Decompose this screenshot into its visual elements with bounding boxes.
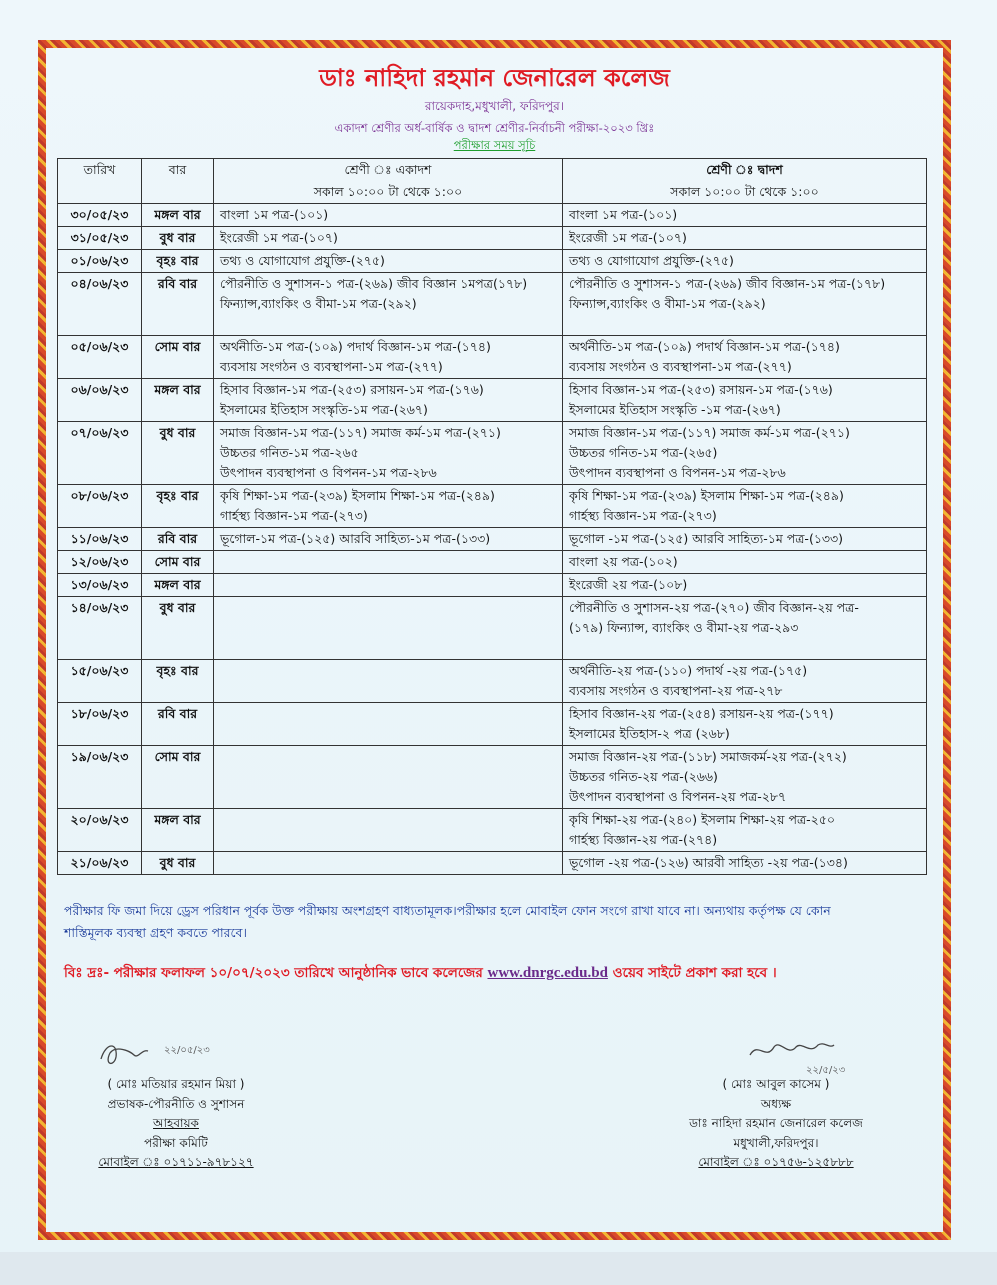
subject-line: সমাজ বিজ্ঞান-২য় পত্র-(১১৮) সমাজকর্ম-২য় পত্র-(২৭২): [569, 749, 847, 764]
subject-line: বাংলা ২য় পত্র-(১০২): [569, 554, 678, 569]
table-row: [58, 551, 927, 574]
row-date: ৩০/০৫/২৩: [58, 204, 142, 227]
subject-line: বাংলা ১ম পত্র-(১০১): [569, 207, 678, 222]
row-day: মঙ্গল বার: [142, 574, 214, 597]
subject-line: ইংরেজী ১ম পত্র-(১০৭): [569, 230, 687, 245]
row-class12-subjects: [563, 809, 927, 852]
subject-line: [220, 747, 556, 767]
row-class12-subjects: [563, 551, 927, 574]
row-date: ২০/০৬/২৩: [58, 809, 142, 852]
row-class11-subjects: [214, 660, 563, 703]
subject-line: [220, 767, 556, 787]
subject-line: অর্থনীতি-১ম পত্র-(১০৯) পদার্থ বিজ্ঞান-১ম পত্র-(১৭৪): [569, 339, 840, 354]
subject-line: সমাজ বিজ্ঞান-১ম পত্র-(১১৭) সমাজ কর্ম-১ম পত্র-(২৭১): [569, 425, 850, 440]
row-class11-subjects: [214, 574, 563, 597]
right-signatory-name: ( মোঃ আবুল কাসেম ): [722, 1077, 830, 1091]
row-date: ০৫/০৬/২৩: [58, 336, 142, 379]
row-class12-subjects: [563, 336, 927, 379]
result-suffix: ওয়েব সাইটে প্রকাশ করা হবে ।: [607, 965, 777, 981]
result-notice: [64, 962, 934, 985]
exam-notice: [64, 900, 924, 944]
row-class12-subjects: [563, 204, 927, 227]
subject-line: [220, 724, 556, 744]
row-class11-subjects: [214, 485, 563, 528]
notice-line-2: শাস্তিমূলক ব্যবস্থা গ্রহণ কবতে পারবে।: [64, 925, 247, 940]
row-day: বুধ বার: [142, 227, 214, 250]
row-day: রবি বার: [142, 528, 214, 551]
exam-title: একাদশ শ্রেণীর অর্ধ-বার্ষিক ও দ্বাদশ শ্রেণীর-নির্বাচনী পরীক্ষা-২০২৩ খ্রিঃ: [334, 121, 655, 135]
left-signatory-name: ( মোঃ মতিয়ার রহমান মিয়া ): [107, 1077, 245, 1091]
row-date: ১৮/০৬/২৩: [58, 703, 142, 746]
row-date: ০৬/০৬/২৩: [58, 379, 142, 422]
row-date: ০১/০৬/২৩: [58, 250, 142, 273]
college-name: ডাঃ নাহিদা রহমান জেনারেল কলেজ: [319, 64, 670, 92]
row-class11-subjects: [214, 551, 563, 574]
right-signatory-designation: অধ্যক্ষ: [760, 1096, 792, 1111]
table-row: [58, 204, 927, 227]
row-class12-subjects: [563, 597, 927, 660]
subject-line: [220, 314, 556, 334]
table-row: [58, 227, 927, 250]
row-date: ০৮/০৬/২৩: [58, 485, 142, 528]
subject-line: সমাজ বিজ্ঞান-১ম পত্র-(১১৭) সমাজ কর্ম-১ম পত্র-(২৭১): [220, 425, 501, 440]
row-day: সোম বার: [142, 746, 214, 809]
row-day: বৃহঃ বার: [142, 660, 214, 703]
right-signature-date: ২২/৫/২৩: [806, 1065, 846, 1076]
subject-line: [220, 638, 556, 658]
table-row: [58, 485, 927, 528]
row-class12-subjects: [563, 852, 927, 875]
subject-line: উচ্চতর গনিত-১ম পত্র-(২৬৫): [569, 445, 718, 460]
row-class11-subjects: [214, 273, 563, 336]
row-day: বৃহঃ বার: [142, 485, 214, 528]
left-signature-date: ২২/০৫/২৩: [164, 1045, 210, 1056]
subject-line: উৎপাদন ব্যবস্থাপনা ও বিপনন-১ম পত্র-২৮৬: [569, 465, 786, 480]
right-signatory-location: মধুখালী,ফরিদপুর।: [733, 1135, 819, 1150]
subject-line: কৃষি শিক্ষা-১ম পত্র-(২৩৯) ইসলাম শিক্ষা-১ম পত্র-(২৪৯): [569, 488, 844, 503]
row-class12-subjects: [563, 660, 927, 703]
subject-line: উৎপাদন ব্যবস্থাপনা ও বিপনন-২য় পত্র-২৮৭: [569, 789, 787, 804]
row-day: রবি বার: [142, 703, 214, 746]
subject-line: ফিন্যান্স,ব্যাংকিং ও বীমা-১ম পত্র-(২৯২): [569, 296, 766, 311]
subject-line: ব্যবসায় সংগঠন ও ব্যবস্থাপনা-১ম পত্র-(২৭৭): [220, 359, 443, 374]
table-row: [58, 422, 927, 485]
subject-line: গার্হস্থ্য বিজ্ঞান-২য় পত্র-(২৭৪): [569, 832, 718, 847]
subject-line: ইসলামের ইতিহাস-২ পত্র (২৬৮): [569, 726, 730, 741]
row-date: ১৯/০৬/২৩: [58, 746, 142, 809]
row-day: রবি বার: [142, 273, 214, 336]
row-class11-subjects: [214, 852, 563, 875]
row-day: মঙ্গল বার: [142, 379, 214, 422]
row-class11-subjects: [214, 336, 563, 379]
schedule-body: [58, 204, 927, 875]
subject-line: ফিন্যান্স,ব্যাংকিং ও বীমা-১ম পত্র-(২৯২): [220, 296, 417, 311]
subject-line: [220, 661, 556, 681]
subject-line: কৃষি শিক্ষা-১ম পত্র-(২৩৯) ইসলাম শিক্ষা-১ম পত্র-(২৪৯): [220, 488, 495, 503]
college-address: রায়েকদাহ,মধুখালী, ফরিদপুর।: [424, 99, 565, 113]
left-signatory-designation: প্রভাষক-পৌরনীতি ও সুশাসন: [107, 1096, 245, 1111]
row-day: সোম বার: [142, 336, 214, 379]
subject-line: বাংলা ১ম পত্র-(১০১): [220, 207, 329, 222]
row-class12-subjects: [563, 574, 927, 597]
college-website-link[interactable]: www.dnrgc.edu.bd: [487, 965, 608, 981]
row-class11-subjects: [214, 227, 563, 250]
header-class12-time: সকাল ১০:০০ টা থেকে ১:০০: [563, 181, 927, 204]
subject-line: গার্হস্থ্য বিজ্ঞান-১ম পত্র-(২৭৩): [220, 508, 368, 523]
row-class12-subjects: [563, 422, 927, 485]
row-day: বৃহঃ বার: [142, 250, 214, 273]
subject-line: ব্যবসায় সংগঠন ও ব্যবস্থাপনা-১ম পত্র-(২৭৭): [569, 359, 792, 374]
subject-line: ইংরেজী ১ম পত্র-(১০৭): [220, 230, 338, 245]
row-date: ০৭/০৬/২৩: [58, 422, 142, 485]
row-day: বুধ বার: [142, 852, 214, 875]
subject-line: [569, 314, 920, 334]
left-signatory-role: আহবায়ক: [153, 1116, 199, 1130]
subject-line: হিসাব বিজ্ঞান-১ম পত্র-(২৫৩) রসায়ন-১ম পত্র-(১৭৬): [569, 382, 833, 397]
row-date: ১৫/০৬/২৩: [58, 660, 142, 703]
bottom-strip: [0, 1252, 997, 1285]
row-class12-subjects: [563, 485, 927, 528]
result-prefix: বিঃ দ্রঃ- পরীক্ষার ফলাফল ১০/০৭/২০২৩ তারিখে আনুষ্ঠানিক ভাবে কলেজের: [64, 965, 488, 981]
subject-line: ইসলামের ইতিহাস সংস্কৃতি-১ম পত্র-(২৬৭): [220, 402, 428, 417]
subject-line: ইসলামের ইতিহাস সংস্কৃতি -১ম পত্র-(২৬৭): [569, 402, 781, 417]
document-body: [46, 48, 943, 1232]
row-class12-subjects: [563, 379, 927, 422]
subject-line: অর্থনীতি-২য় পত্র-(১১০) পদার্থ -২য় পত্র-(১৭৫): [569, 663, 808, 678]
row-date: ০৪/০৬/২৩: [58, 273, 142, 336]
row-class11-subjects: [214, 703, 563, 746]
notice-line-1: পরীক্ষার ফি জমা দিয়ে ড্রেস পরিধান পূর্বক উক্ত পরীক্ষায় অংশগ্রহণ বাধ্যতামূলক।পরীক্ষার হলে মোবাইল ফোন সংগে রাখা যাবে না। অন্যথায় কর্তৃপক্ষ যে কোন: [64, 903, 831, 918]
header-class11: শ্রেণী ঃ একাদশ: [214, 159, 563, 182]
header-class11-time: সকাল ১০:০০ টা থেকে ১:০০: [214, 181, 563, 204]
table-row: [58, 703, 927, 746]
row-date: ২১/০৬/২৩: [58, 852, 142, 875]
subject-line: ভূগোল -১ম পত্র-(১২৫) আরবি সাহিত্য-১ম পত্র-(১৩৩): [569, 531, 844, 546]
header-day: বার: [142, 159, 214, 204]
row-class11-subjects: [214, 809, 563, 852]
right-signature-block: [646, 1033, 906, 1173]
row-day: সোম বার: [142, 551, 214, 574]
row-class11-subjects: [214, 250, 563, 273]
subject-line: [220, 830, 556, 850]
row-class12-subjects: [563, 227, 927, 250]
subject-line: তথ্য ও যোগাযোগ প্রযুক্তি-(২৭৫): [569, 253, 734, 268]
table-row: [58, 379, 927, 422]
header-date: তারিখ: [58, 159, 142, 204]
subject-line: [220, 704, 556, 724]
row-date: ১১/০৬/২৩: [58, 528, 142, 551]
table-row: [58, 597, 927, 660]
subject-line: গার্হস্থ্য বিজ্ঞান-১ম পত্র-(২৭৩): [569, 508, 717, 523]
exam-schedule-table: [57, 158, 927, 875]
row-class11-subjects: [214, 597, 563, 660]
subject-line: [220, 681, 556, 701]
subject-line: [220, 598, 556, 618]
row-class11-subjects: [214, 422, 563, 485]
subject-line: [220, 552, 556, 572]
subject-line: হিসাব বিজ্ঞান-২য় পত্র-(২৫৪) রসায়ন-২য় পত্র-(১৭৭): [569, 706, 834, 721]
right-signature-mark: [646, 1033, 906, 1075]
table-row: [58, 250, 927, 273]
row-class11-subjects: [214, 528, 563, 551]
header-class12: শ্রেণী ঃ দ্বাদশ: [563, 159, 927, 182]
subject-line: কৃষি শিক্ষা-২য় পত্র-(২৪০) ইসলাম শিক্ষা-২য় পত্র-২৫০: [569, 812, 836, 827]
right-signatory-institution: ডাঃ নাহিদা রহমান জেনারেল কলেজ: [689, 1116, 863, 1130]
subject-line: ভূগোল-১ম পত্র-(১২৫) আরবি সাহিত্য-১ম পত্র-(১৩৩): [220, 531, 491, 546]
subject-line: ইংরেজী ২য় পত্র-(১০৮): [569, 577, 688, 592]
subject-line: অর্থনীতি-১ম পত্র-(১০৯) পদার্থ বিজ্ঞান-১ম পত্র-(১৭৪): [220, 339, 491, 354]
subject-line: [220, 618, 556, 638]
subject-line: পৌরনীতি ও সুশাসন-১ পত্র-(২৬৯) জীব বিজ্ঞান-১ম পত্র-(১৭৮): [569, 276, 886, 291]
row-day: বুধ বার: [142, 422, 214, 485]
right-signature-scribble: [746, 1037, 836, 1063]
row-date: ১২/০৬/২৩: [58, 551, 142, 574]
table-row: [58, 852, 927, 875]
row-class12-subjects: [563, 273, 927, 336]
row-date: ৩১/০৫/২৩: [58, 227, 142, 250]
table-row: [58, 574, 927, 597]
subject-line: (১৭৯) ফিন্যান্স, ব্যাংকিং ও বীমা-২য় পত্র-২৯৩: [569, 620, 799, 635]
table-row: [58, 809, 927, 852]
left-signature-mark: [66, 1033, 286, 1075]
subject-line: হিসাব বিজ্ঞান-১ম পত্র-(২৫৩) রসায়ন-১ম পত্র-(১৭৬): [220, 382, 484, 397]
table-row: [58, 273, 927, 336]
row-day: বুধ বার: [142, 597, 214, 660]
subject-line: তথ্য ও যোগাযোগ প্রযুক্তি-(২৭৫): [220, 253, 385, 268]
row-day: মঙ্গল বার: [142, 204, 214, 227]
row-class12-subjects: [563, 746, 927, 809]
subject-line: [220, 575, 556, 595]
row-date: ১৪/০৬/২৩: [58, 597, 142, 660]
schedule-title: পরীক্ষার সময় সূচি: [453, 138, 536, 152]
table-row: [58, 528, 927, 551]
subject-line: পৌরনীতি ও সুশাসন-১ পত্র-(২৬৯) জীব বিজ্ঞান ১মপত্র(১৭৮): [220, 276, 528, 291]
subject-line: [569, 638, 920, 658]
subject-line: [220, 853, 556, 873]
row-class11-subjects: [214, 379, 563, 422]
subject-line: পৌরনীতি ও সুশাসন-২য় পত্র-(২৭০) জীব বিজ্ঞান-২য় পত্র-: [569, 600, 859, 615]
subject-line: ভূগোল -২য় পত্র-(১২৬) আরবী সাহিত্য -২য় পত্র-(১৩৪): [569, 855, 848, 870]
row-date: ১৩/০৬/২৩: [58, 574, 142, 597]
subject-line: ব্যবসায় সংগঠন ও ব্যবস্থাপনা-২য় পত্র-২৭৮: [569, 683, 783, 698]
row-class11-subjects: [214, 746, 563, 809]
left-signatory-mobile: মোবাইল ঃ ০১৭১১-৯৭৮১২৭: [98, 1155, 254, 1169]
row-class12-subjects: [563, 528, 927, 551]
table-row: [58, 336, 927, 379]
row-class12-subjects: [563, 703, 927, 746]
table-header-row: [58, 159, 927, 182]
table-row: [58, 746, 927, 809]
right-signatory-mobile: মোবাইল ঃ ০১৭৫৬-১২৫৮৮৮: [698, 1155, 854, 1169]
subject-line: [220, 787, 556, 807]
table-row: [58, 660, 927, 703]
row-day: মঙ্গল বার: [142, 809, 214, 852]
subject-line: উচ্চতর গনিত-২য় পত্র-(২৬৬): [569, 769, 718, 784]
subject-line: [220, 810, 556, 830]
row-class11-subjects: [214, 204, 563, 227]
row-class12-subjects: [563, 250, 927, 273]
left-signatory-committee: পরীক্ষা কমিটি: [144, 1135, 208, 1150]
left-signature-block: [66, 1033, 286, 1173]
subject-line: উচ্চতর গনিত-১ম পত্র-২৬৫: [220, 445, 359, 460]
subject-line: উৎপাদন ব্যবস্থাপনা ও বিপনন-১ম পত্র-২৮৬: [220, 465, 437, 480]
